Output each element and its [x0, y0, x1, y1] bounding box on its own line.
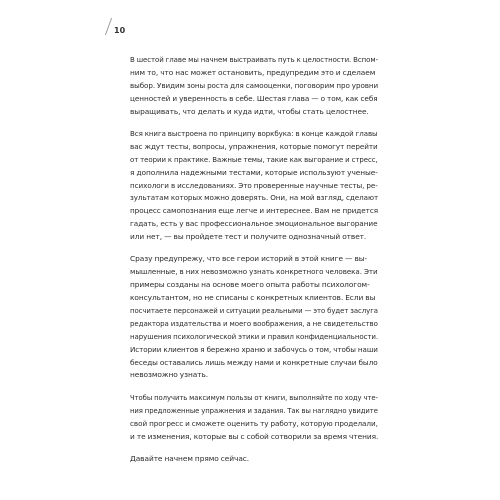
text-line: выращивать, что делать и куда идти, чтобы стать целостнее. [130, 106, 369, 116]
text-line: психологи в исследованиях. Это проверенные научные тесты, ре- [130, 180, 378, 190]
text-line: зультатам которых можно доверять. Они, на мой взгляд, сделают [130, 193, 379, 203]
text-line: и те изменения, которые вы с собой сотворили за время чтения. [130, 431, 379, 441]
text-line: редактора издательства и моего воображения, а не свидетельство [130, 318, 378, 328]
text-line: посчитаете персонажей и ситуации реальными — это будет заслуга [130, 306, 378, 316]
text-line: Вся книга выстроена по принципу воркбука: в конце каждой главы [130, 128, 378, 138]
text-line: от теории к практике. Важные темы, такие как выгорание и стресс, [130, 154, 378, 164]
text-line: Чтобы получить максимум пользы от книги, выполняйте по ходу чте- [130, 392, 378, 402]
text-line: процесс самопознания еще легче и интереснее. Вам не придется [130, 206, 379, 216]
text-line: ценностей и уверенность в себе. Шестая глава — о том, как себя [130, 93, 378, 103]
text-line: или нет, — вы пройдете тест и получите однозначный ответ. [130, 232, 367, 242]
page-number-divider [105, 18, 112, 35]
text-line: я дополнила надежными тестами, которые используют ученые- [130, 167, 378, 177]
text-line: свой прогресс и сможете оценить ту работу, которую проделали, [130, 418, 378, 428]
text-line: ним то, что нас может остановить, предупредим это и сделаем [130, 67, 376, 77]
text-line: Давайте начнем прямо сейчас. [130, 453, 250, 463]
text-line: нарушения психологической этики и правил конфиденциальности. [130, 331, 379, 341]
text-line: консультантом, но не списаны с конкретных клиентов. Если вы [130, 293, 376, 303]
page-header [105, 17, 125, 35]
text-line: В шестой главе мы начнем выстраивать путь к целостности. Вспом- [130, 55, 379, 64]
text-line: вас ждут тесты, вопросы, упражнения, которые помогут перейти [130, 141, 378, 151]
text-line: ния предложенные упражнения и задания. Так вы наглядно увидите [130, 405, 378, 415]
text-line: примеры созданы на основе моего опыта работы психологом- [130, 280, 370, 290]
paragraph-1 [130, 54, 378, 118]
paragraph-2 [130, 128, 378, 244]
text-line: Сразу предупрежу, что все герои историй в этой книге — вы- [130, 254, 368, 264]
paragraph-5 [130, 453, 378, 466]
paragraph-3 [130, 253, 378, 382]
text-line: Истории клиентов я бережно храню и забочусь о том, чтобы наши [130, 344, 378, 354]
text-line: гадать, есть у вас профессиональное эмоциональное выгорание [130, 219, 378, 229]
text-line: мышленные, в них невозможно узнать конкретного человека. Эти [130, 267, 378, 277]
paragraph-4 [130, 392, 378, 444]
text-line: беседы оставались лишь между нами и конкретные случаи было [130, 357, 378, 367]
body-text [130, 54, 378, 475]
page-number: 10 [114, 26, 126, 35]
text-line: выбор. Увидим зоны роста для самооценки, поговорим про уровни [130, 80, 379, 90]
text-line: невозможно узнать. [130, 370, 209, 380]
